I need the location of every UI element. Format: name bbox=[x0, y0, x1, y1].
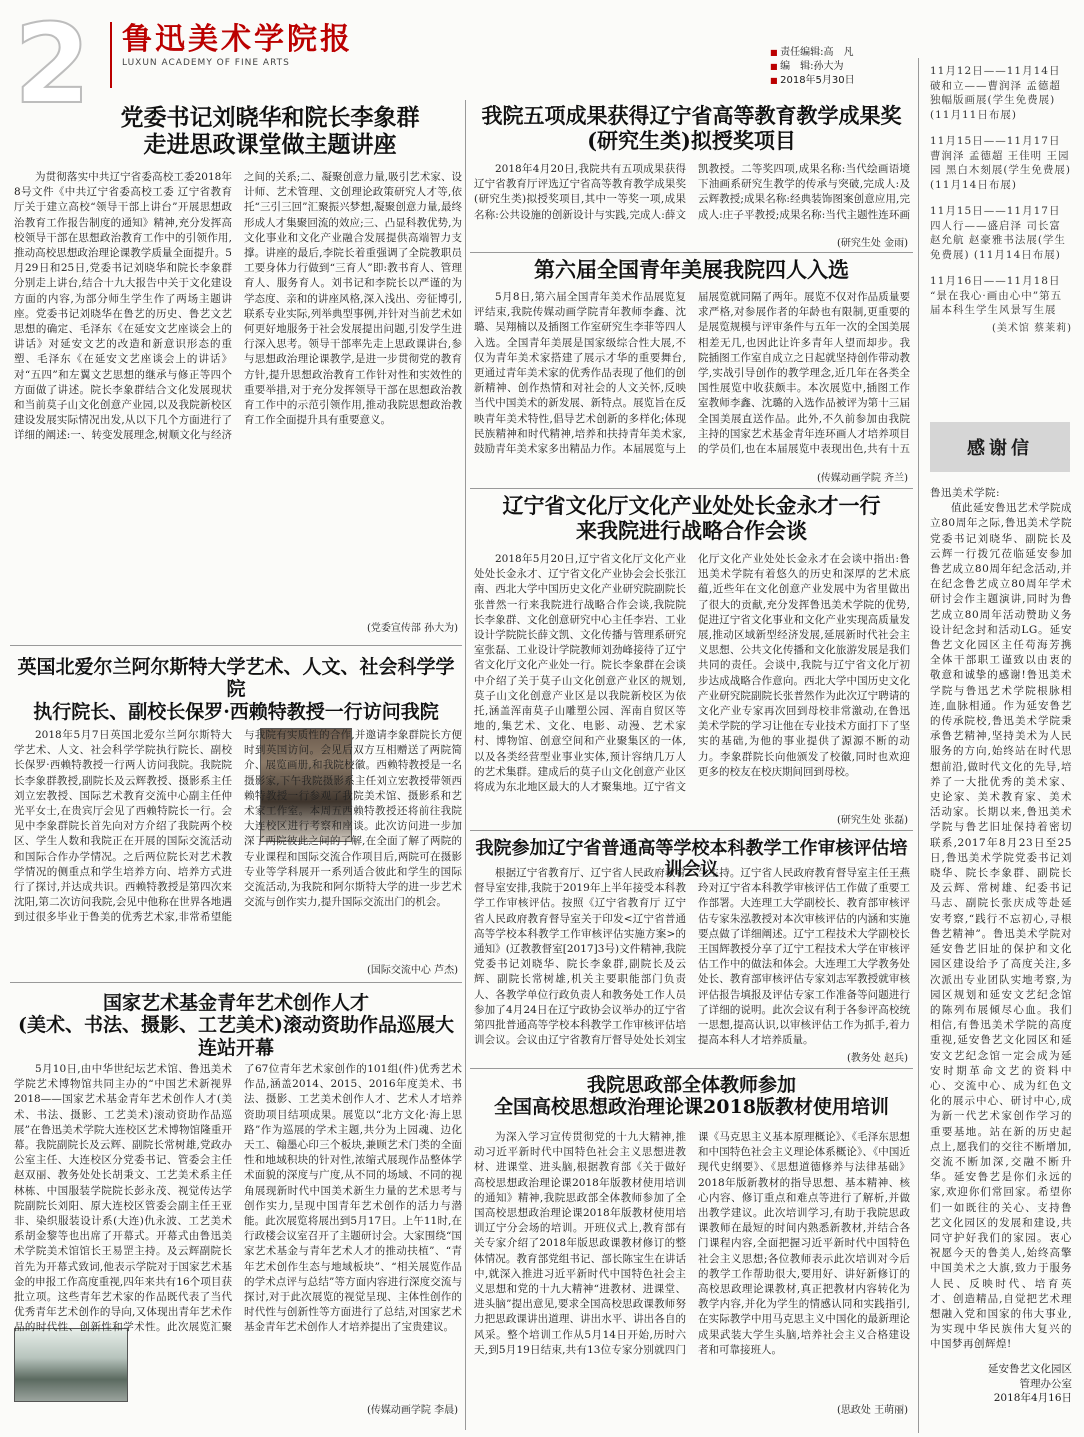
article-body bbox=[14, 728, 462, 964]
page-number: 2 bbox=[14, 0, 91, 128]
article-divider bbox=[470, 252, 913, 253]
article-divider bbox=[10, 645, 462, 646]
headline-line: 第六届全国青年美展我院四人入选 bbox=[534, 257, 849, 282]
thanks-letter-heading: 感谢信 bbox=[930, 422, 1070, 472]
headline-line: 辽宁省文化厅文化产业处处长金永才一行 bbox=[502, 493, 881, 518]
masthead bbox=[110, 22, 382, 88]
signature-line: 管理办公室 bbox=[1019, 1377, 1072, 1390]
article-headline bbox=[470, 494, 913, 544]
thanks-letter-body bbox=[930, 486, 1072, 1356]
article-credit: (国际交流中心 芦杰) bbox=[367, 965, 458, 976]
article-body bbox=[14, 170, 462, 620]
headline-line: 我院思政部全体教师参加 bbox=[586, 1074, 796, 1096]
article-credit: (研究生处 金雨) bbox=[837, 238, 908, 249]
article-credit: (传媒动画学院 李晨) bbox=[367, 1405, 458, 1416]
article-headline bbox=[470, 1074, 913, 1119]
article-body bbox=[14, 1062, 462, 1402]
article-headline bbox=[470, 258, 913, 283]
calendar-item: 11月15日——11月17日 四人行——盛启泽 司长富 赵允航 赵豪雅书法展(学生免费展) (11月14日布展) bbox=[930, 205, 1066, 261]
issue-date: ■ 2018年5月30日 bbox=[770, 74, 855, 88]
headline-line: 国家艺术基金青年艺术创作人才 bbox=[102, 992, 369, 1014]
article-text: 根据辽宁省教育厅、辽宁省人民政府教育督导室安排,我院于2019年上半年接受本科教学工作审核评估。按照《辽宁省教育厅 辽宁省人民政府教育督导室关于印发<辽宁省普通高等学校本科教学工作审核评估实施方案>的通知》(辽教教督室[2017]3号)文件精神,我院党委书记刘晓华、院长李象群,副院长及云辉、副院长常树雄,机关主要职能部门负责人、各教学单位行政负责人和教务处工作人员参加了4月24日在辽宁政协会议举办的辽宁省第四批普通高等学校本科教学工作审核评估培训会议。会议由辽宁省教育厅督导处处长刘宝生主持。辽宁省人民政府教育督导室主任王燕玲对辽宁省本科教学审核评估工作做了重要工作部署。大连理工大学副校长、教育部审核评估专家朱泓教授对本次审核评估的内涵和实施要点做了详细阐述。辽宁工程技术大学副校长王国辉教授分享了辽宁工程技术大学在审核评估工作中的做法和体会。大连理工大学教务处处长、教育部审核评估专家刘志军教授就审核评估报告填报及评估专家工作准备等问题进行了详细的说明。此次会议有利于各参评高校统一思想,提高认识,以审核评估工作为抓手,着力提高本科人才培养质量。 bbox=[474, 867, 910, 1047]
editor-name: ■ 编 辑:孙大为 bbox=[770, 60, 855, 74]
thanks-salutation: 鲁迅美术学院: bbox=[930, 487, 1001, 499]
headline-line: (美术、书法、摄影、工艺美术)滚动资助作品巡展大连站开幕 bbox=[18, 1014, 454, 1059]
article-divider bbox=[470, 830, 913, 831]
article-body bbox=[474, 866, 910, 1052]
headline-line: 党委书记刘晓华和院长李象群 bbox=[120, 104, 420, 131]
article-headline bbox=[10, 656, 462, 723]
article-text: 为贯彻落实中共辽宁省委高校工委2018年8号文件《中共辽宁省委高校工委 辽宁省教育厅关于建立高校“领导干部上讲台”开展思想政治教育工作报告制度的通知》精神,充分发挥高校领导干部在思想政治教育工作中的引领作用,推动高校思想政治理论课教学质量全面提升。5月29日和25日,党委书记刘晓华和院长李象群分别走上讲台,结合十九大报告中关于文化建设方面的内容,为部分师生学生作了两场主题讲座。党委书记刘晓华在鲁艺的历史、鲁艺文艺思想的确定、毛泽东《在延安文艺座谈会上的讲话》对延安文艺的改造和新意识形态的重塑、毛泽东《在延安文艺座谈会上的讲话》对“五四”和左翼文艺思想的继承与修正等四个方面做了讲述。院长李象群结合文化发展现状和当前莫子山文化创意产业园,以及我院新校区建设发展实际情况出发,从以下几个方面进行了详细的阐述:一、转变发展理念,树顺文化与经济之间的关系;二、凝聚创意力量,吸引艺术家、设计师、艺术管理、文创理论政策研究人才等,依托“三引三回”汇聚振兴梦想,凝聚创意力量,最终形成人才集聚回流的效应;三、凸显科教优势,为文化事业和文化产业融合发展提供高端智力支撑。讲座的最后,李院长着重强调了全院教职员工要身体力行做到“三育人”即:教书育人、管理育人、服务育人。刘书记和李院长以严谨的为学态度、亲和的讲座风格,深入浅出、旁征博引,联系专业实际,列举典型事例,并针对当前艺术如何更好地服务于社会发展提出问题,引发学生进行深入思考。领导干部率先走上思政课讲台,参与思想政治理论课教学,是进一步贯彻党的教育方针,提升思想政治教育工作针对性和实效性的重要举措,对于充分发挥领导干部在思想政治教育工作中的示范引领作用,推动我院思想政治教育工作全面提升具有重要意义。 bbox=[14, 171, 462, 442]
article-text: 2018年5月7日英国北爱尔兰阿尔斯特大学艺术、人文、社会科学学院执行院长、副校长保罗·西赖特教授一行两人访问我院。我院院长李象群教授,副院长及云辉教授、摄影系主任刘立宏教授、国际艺术教育交流中心副主任仲光平女士,在贵宾厅会见了西赖特院长一行。会见中李象群院长首先向对方介绍了我院两个校区、学生人数和我院正在开展的国际交流活动和国际合作办学情况。之后两位院长对艺术教学情况的侧重点和学生培养方向、培养方式进行了探讨,并达成共识。西赖特教授是第四次来沈阳,第二次访问我院,会见中他称在世界各地遇到过很多毕业于鲁美的优秀艺术家,非常希望能与我院有实质性的合作,并邀请李象群院长方便时到英国访问。会见后双方互相赠送了两院简介、展览画册,和我院校徽。西赖特教授是一名摄影家,下午我院摄影系主任刘立宏教授带领西赖特教授一行参观了我院美术馆、摄影系和艺术家工作室。本周五西赖特教授还将前往我院大连校区进行考察和座谈。此次访问进一步加深了两院彼此之间的了解,在全面了解了两院的专业课程和国际交流合作项目后,两院可在摄影专业等学科展开一系列适合彼此和学生的国际交流活动,为我院和阿尔斯特大学的进一步艺术交流与创作实力,提升国际交流出门的机会。 bbox=[14, 729, 462, 924]
article-credit: (研究生处 张磊) bbox=[837, 815, 908, 826]
headline-line: 我院五项成果获得辽宁省高等教育教学成果奖 bbox=[481, 103, 902, 128]
article-text: 2018年5月20日,辽宁省文化厅文化产业处处长金永才、辽宁省文化产业协会会长张江南、西北大学中国历史文化产业研究院副院长张普然一行来我院进行战略合作会谈,我院院长李象群、文化创意研究中心主任李岩、工业设计学院院长薛文凯、文化传播与管理系研究室张磊、工业设计学院教师刘劲峰接待了辽宁省文化厅文化产业处一行。院长李象群在会谈中介绍了关于莫子山文化创意产业区的规划,莫子山文化创意产业区是以我院新校区为依托,涵盖浑南莫子山雕塑公园、浑南自贸区等地的,集艺术、文化、电影、动漫、艺术家村、博物馆、创意空间和产业聚集区的一体,以及各类经营型业事业实体,预计容纳几万人的艺术集群。建成后的莫子山文化创意产业区将成为东北地区最大的人才聚集地。辽宁省文化厅文化产业处处长金永才在会谈中指出:鲁迅美术学院有着悠久的历史和深厚的艺术底蕴,近些年在文化创意产业发展中为省里做出了很大的贡献,充分发挥鲁迅美术学院的优势,促进辽宁省文化事业和文化产业实现高质量发展,推动区域新型经济发展,延展新时代社会主义思想、公共文化传播和文化旅游发展是我们共同的责任。会谈中,我院与辽宁省文化厅初步达成战略合作意向。西北大学中国历史文化产业研究院副院长张普然作为此次辽宁聘请的文化产业专家再次回到母校非常激动,在鲁迅美术学院的学习让他在专业技术方面打下了坚实的基础,为他的事业提供了源源不断的动力。李象群院长向他颁发了校徽,同时也欢迎更多的校友在校庆期间回到母校。 bbox=[474, 553, 910, 794]
article-text: 5月8日,第六届全国青年美术作品展览复评结束,我院传媒动画学院青年教师李鑫、沈璐、吴翔楠以及插图工作室研究生李菲等四人入选。全国青年美展是国家级综合性大展,不仅为青年美术家搭建了展示才华的重要舞台,更通过青年美术家的优秀作品表现了他们的创新精神、创作热情和对社会的人文关怀,反映当代中国美术的新发展、新特点。展览旨在反映青年美术特性,倡导艺术创新的多样化;体现民族精神和时代精神,培养和扶持青年美术家,鼓励青年美术家多出精品力作。本届展览与上届展览就同隔了两年。展览不仅对作品质量要求严格,对参展作者的年龄也有限制,更重要的是展览规模与评审条件与五年一次的全国美展相差无几,也因此让许多青年人望而却步。我院插图工作室自成立之日起就坚持创作带动教学,实战引导创作的教学理念,近几年在各类全国性展览中收获颇丰。本次展览中,插图工作室教师李鑫、沈璐的入选作品被评为第十三届全国美展直送作品。此外,不久前参加由我院主持的国家艺术基金青年连环画人才培养项目的学员们,也在本届展览中表现出色,共有十五 bbox=[474, 291, 910, 456]
article-divider bbox=[470, 488, 913, 489]
article-credit: (思政处 王萌丽) bbox=[837, 1405, 908, 1416]
headline-line: 我院参加辽宁省普通高等学校本科教学工作审核评估培训会议 bbox=[475, 838, 908, 881]
article-body bbox=[474, 552, 910, 812]
article-body bbox=[474, 290, 910, 470]
article-credit: (传媒动画学院 齐兰) bbox=[817, 473, 908, 484]
newspaper-title: 鲁迅美术学院报 bbox=[122, 22, 353, 57]
calendar-item: 11月15日——11月17日 曹润泽 孟德超 王佳明 王园园 黑白木刻展(学生免费展) (11月14日布展) bbox=[930, 135, 1072, 191]
article-body bbox=[474, 162, 910, 238]
thanks-signature bbox=[930, 1362, 1072, 1406]
headline-line: 英国北爱尔兰阿尔斯特大学艺术、人文、社会科学学院 bbox=[17, 656, 455, 701]
headline-line: 执行院长、副校长保罗·西赖特教授一行访问我院 bbox=[33, 700, 439, 723]
newspaper-subtitle: LUXUN ACADEMY OF FINE ARTS bbox=[122, 58, 290, 68]
calendar-item: 11月12日——11月14日 破和立——曹润泽 孟德超独幅版画展(学生免费展) (11月11日布展) bbox=[930, 65, 1061, 121]
thanks-text: 值此延安鲁迅艺术学院成立80周年之际,鲁迅美术学院党委书记刘晓华、副院长及云辉一行拨冗莅临延安参加鲁艺成立80周年纪念活动,并在纪念鲁艺成立80周年学术研讨会作主题演讲,同时为鲁艺成立80周年活动赞助义务设计纪念封和活动LG。延安鲁艺文化园区主任苟海芳携全体干部职工谨致以由衷的敬意和诚挚的感谢!鲁迅美术学院与鲁迅艺术学院根脉相连,血脉相通。作为延安鲁艺的传承院校,鲁迅美术学院秉承鲁艺精神,坚持美术为人民服务的方向,始终站在时代思想前沿,做时代文化的先导,培养了一大批优秀的美术家、史论家、美术教育家、美术活动家。长期以来,鲁迅美术学院与鲁艺旧址保持着密切联系,2017年8月23日至25日,鲁迅美术学院党委书记刘晓华、院长李象群、副院长及云辉、常树雄、纪委书记马志、副院长张庆成等赴延安考察,“践行不忘初心,寻根鲁艺精神”。鲁迅美术学院对延安鲁艺旧址的保护和文化园区建设给予了高度关注,多次派出专业团队实地考察,为园区规划和延安文艺纪念馆的陈列布展倾尽心血。我们相信,有鲁迅美术学院的高度重视,延安鲁艺文化园区和延安文艺纪念馆一定会成为延安时期革命文艺的资料中心、交流中心、成为红色文化的展示中心、研讨中心,成为新一代艺术家创作学习的重要基地。站在新的历史起点上,愿我们的交往不断增加,交流不断加深,交融不断升华。延安鲁艺是你们永远的家,欢迎你们常回家。希望你们一如既往的关心、支持鲁艺文化园区的发展和建设,共同守护好我们的家园。衷心祝愿今天的鲁美人,始终高擎中国美术之大旗,致力于服务人民、反映时代、培育英才、创造精品,自觉把艺术理想融入党和国家的伟大事业,为实现中华民族伟大复兴的中国梦再创辉煌! bbox=[930, 502, 1072, 1351]
headline-line: (研究生类)拟授奖项目 bbox=[587, 127, 796, 153]
editor-in-charge: ■ 责任编辑:高 凡 bbox=[770, 46, 855, 60]
article-text: 5月10日,由中华世纪坛艺术馆、鲁迅美术学院艺术博物馆共同主办的“中国艺术新视界2018——国家艺术基金青年艺术创作人才(美术、书法、摄影、工艺美术)滚动资助作品巡展”在鲁迅美术学院大连校区艺术博物馆隆重开幕。我院副院长及云辉、副院长常树雄,党政办公室主任、大连校区分党委书记、管委会主任赵双丽、教务处处长胡秉文、工艺美术系主任林栋、中国服装学院院长彭永茂、视觉传达学院副院长刘阳、原大连校区管委会副主任王亚非、染织服装设计系(大连)仇永波、工艺美术系胡金黎等也出席了开幕式。开幕式由鲁迅美术学院美术馆馆长王易罡主持。及云辉副院长首先为开幕式致词,他表示学院对于国家艺术基金的申报工作高度重视,四年来共有16个项目获批立项。这些青年艺术家的作品既代表了当代优秀青年艺术创作的导向,又体现出青年艺术作品的时代性、创新性和学术性。此次展览汇聚了67位青年艺术家创作的101组(件)优秀艺术作品,涵盖2014、2015、2016年度美术、书法、摄影、工艺美术创作人才、艺术人才培养资助项目结项成果。展览以“北方文化·海上思路”作为巡展的学术主题,共分为上园魂、边化天工、翰墨心印三个板块,兼顾艺术门类的全面性和地域积块的针对性,浓缩式展现作品整体学术面貌的深度与广度,从不同的场域、不同的视角展现新时代中国美术新生力量的艺术思考与创作实力,呈现中国青年艺术创作的活力与潜能。此次展览将展出到5月17日。上午11时,在行政楼会议室召开了主题研讨会。大家围绕“国家艺术基金与青年艺术人才的推动扶植”、“青年艺术创作生态与地域板块”、“相关展览作品的学术点评与总结”等方面内容进行深度交流与探讨,对于此次展览的视觉呈现、主体性创作的时代性与创新性等方面进行了总结,对国家艺术基金青年艺术创作人才培养提出了宝贵建议。 bbox=[14, 1063, 462, 1334]
signature-line: 延安鲁艺文化园区 bbox=[988, 1363, 1072, 1375]
signature-line: 2018年4月16日 bbox=[993, 1392, 1072, 1404]
column-divider bbox=[465, 100, 466, 1430]
sidebar-divider bbox=[918, 58, 919, 1433]
article-text: 为深入学习宣传贯彻党的十九大精神,推动习近平新时代中国特色社会主义思想进教材、进课堂、进头脑,根据教育部《关于做好高校思想政治理论课2018年版教材使用培训的通知》精神,我院思政部全体教师参加了全国高校思想政治理论课2018年版教材使用培训辽宁分会场的培训。开班仪式上,教育部有关专家介绍了2018年版思政课教材修订的整体情况。教育部党组书记、部长陈宝生在讲话中,就深入推进习近平新时代中国特色社会主义思想和党的十九大精神“进教材、进课堂、进头脑”提出意见,要求全国高校思政课教师努力把思政课讲出道理、讲出水平、讲出各自的风采。整个培训工作从5月14日开始,历时六天,到5月19日结束,共有13位专家分别就四门课《马克思主义基本原理概论》、《毛泽东思想和中国特色社会主义理论体系概论》、《中国近现代史纲要》、《思想道德修养与法律基础》2018年版新教材的指导思想、基本精神、核心内容、修订重点和难点等进行了解析,并做出教学建议。此次培训学习,有助于我院思政课教师在最短的时间内熟悉新教材,并结合各门课程内容,全面把握习近平新时代中国特色社会主义思想;各位教师表示此次培训对今后的教学工作帮助很大,要用好、讲好新修订的高校思政理论课教材,真正把教材内容转化为教学内容,并化为学生的情感认同和实践指引,在实际教学中用马克思主义中国化的最新理论成果武装大学生头脑,培养社会主义合格建设者和可靠接班人。 bbox=[474, 1131, 910, 1356]
exhibition-calendar bbox=[930, 64, 1072, 336]
headline-line: 来我院进行战略合作会谈 bbox=[576, 517, 807, 543]
headline-line: 全国高校思想政治理论课2018版教材使用培训 bbox=[494, 1096, 889, 1119]
editor-info bbox=[770, 46, 855, 88]
article-headline bbox=[80, 104, 460, 158]
article-headline bbox=[470, 104, 913, 154]
article-divider bbox=[10, 982, 462, 983]
calendar-credit: (美术馆 蔡莱莉) bbox=[992, 322, 1072, 334]
article-credit: (教务处 赵兵) bbox=[847, 1053, 908, 1064]
article-divider bbox=[470, 1068, 913, 1069]
article-credit: (党委宣传部 孙大为) bbox=[367, 623, 458, 634]
article-headline bbox=[10, 992, 462, 1059]
headline-line: 走进思政课堂做主题讲座 bbox=[143, 131, 397, 159]
article-body bbox=[474, 1130, 910, 1402]
calendar-item: 11月16日——11月18日 “景在我心·画由心中”第五届本科生学生风景写生展 bbox=[930, 275, 1063, 316]
article-text: 2018年4月20日,我院共有五项成果获得辽宁省教育厅评选辽宁省高等教育教学成果奖(研究生类)拟授奖项目,其中一等奖一项,成果名称:公共设施的创新设计与实践,完成人:薛文凯教授。二等奖四项,成果名称:当代绘画语境下油画系研究生教学的传承与突破,完成人:及云辉教授;成果名称:经典装饰图案创意应用,完成人:庄子平教授;成果名称:当代主题性连环画 bbox=[474, 163, 910, 221]
